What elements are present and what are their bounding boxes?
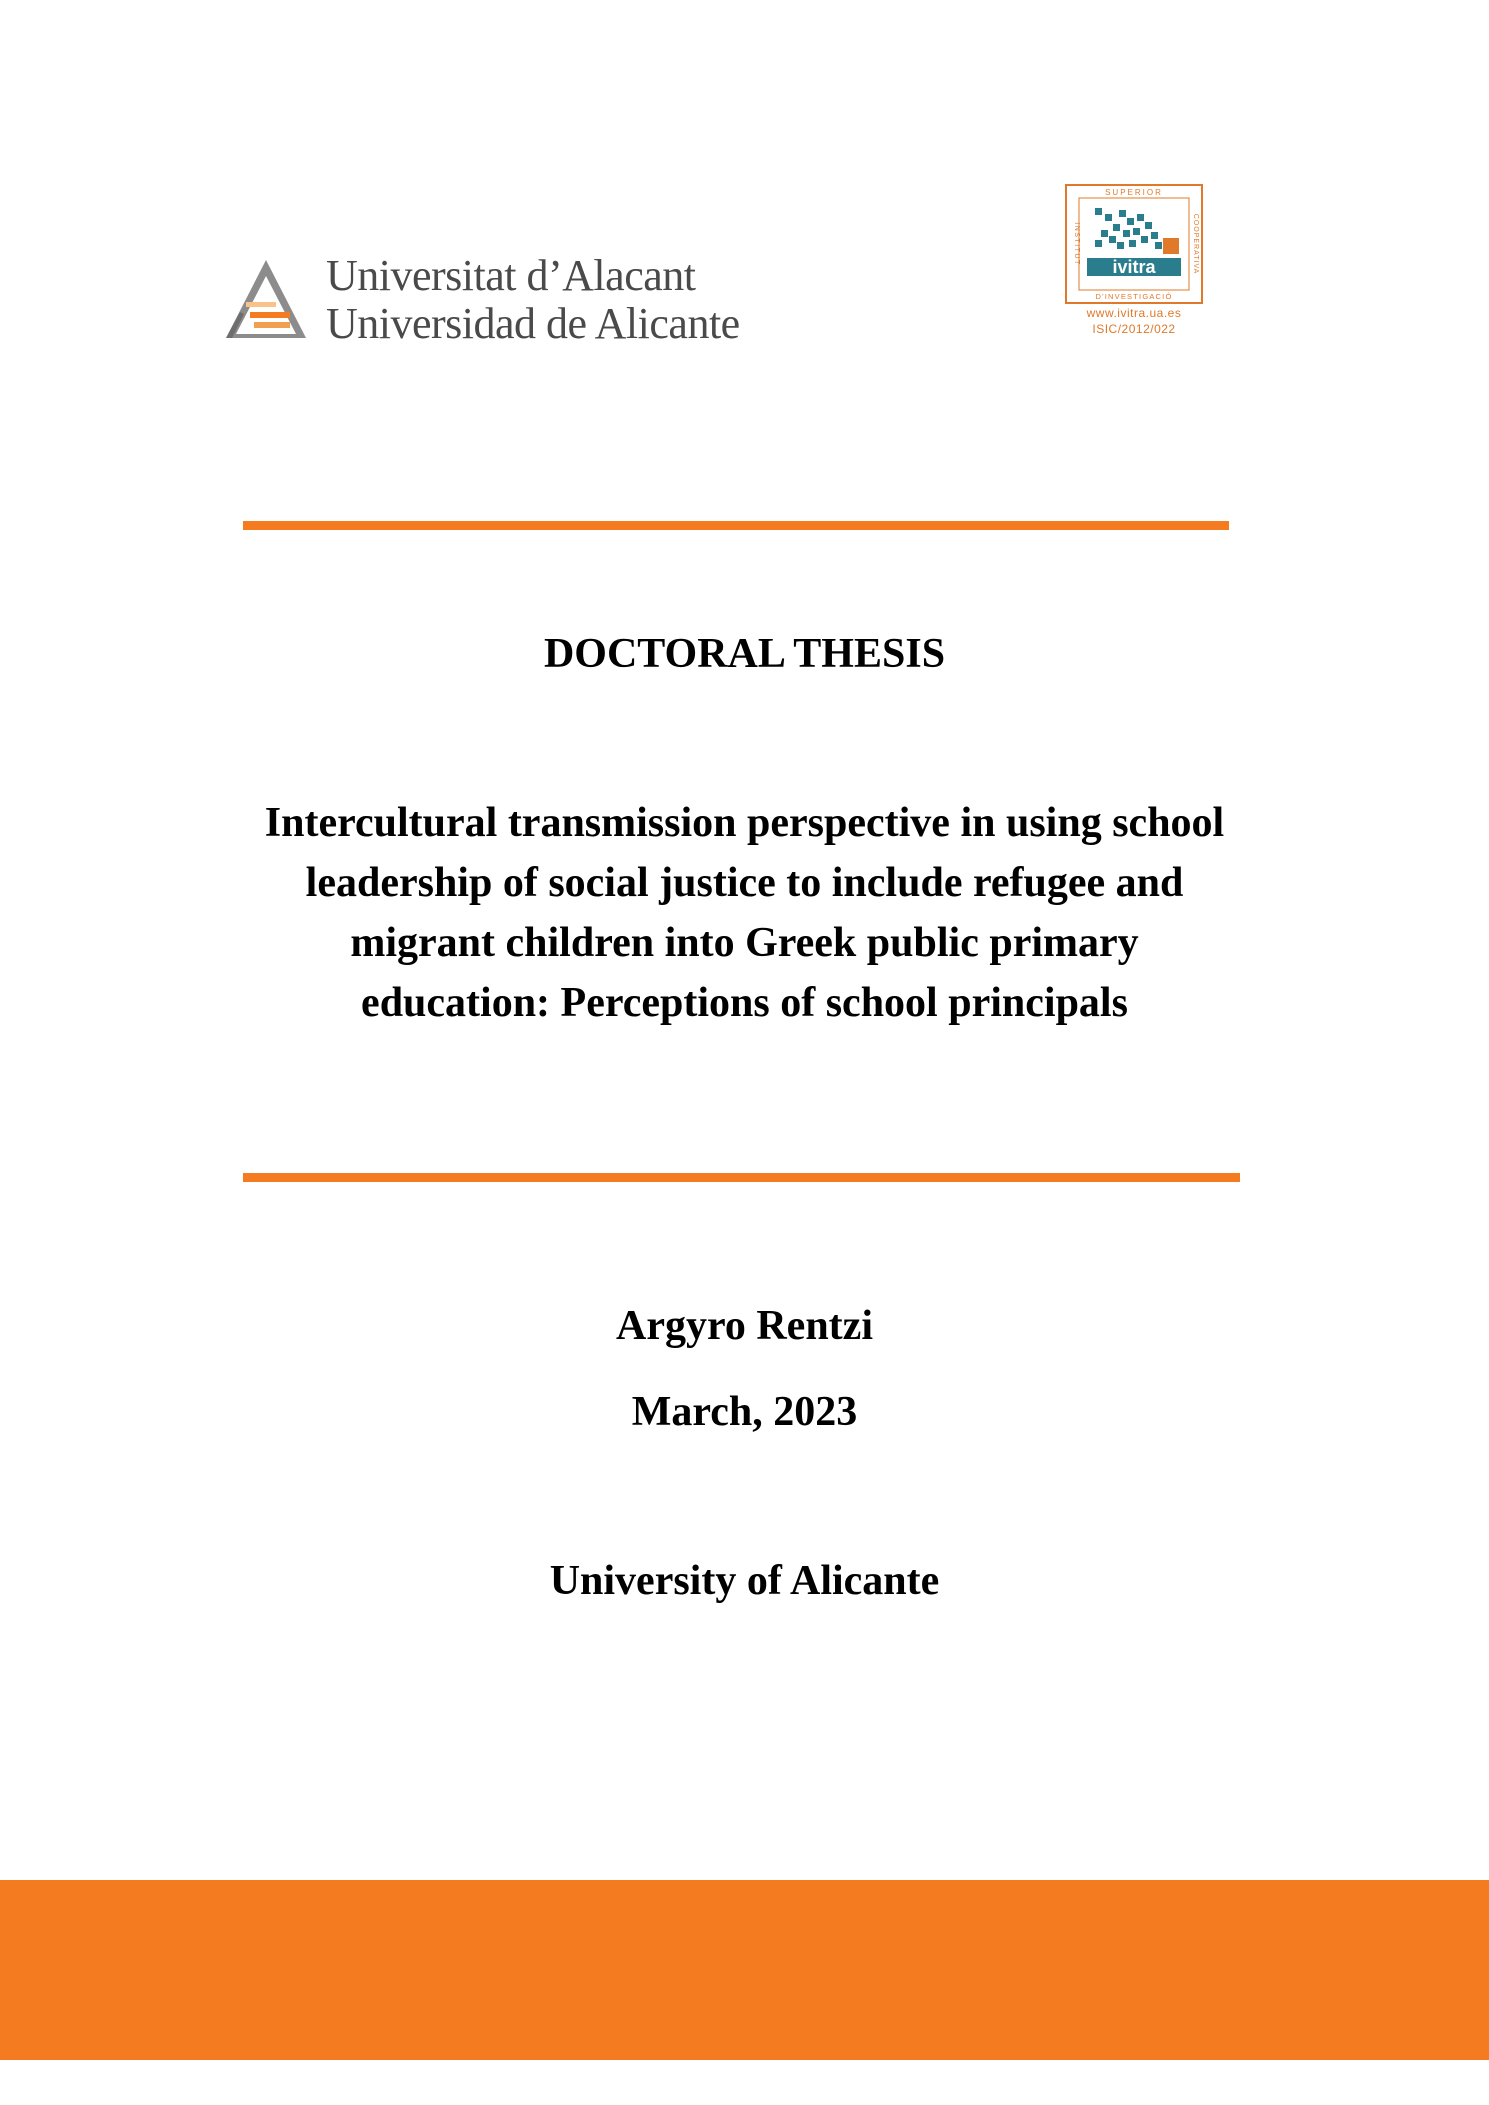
ivitra-ring-bottom: D'INVESTIGACIÓ (1095, 292, 1173, 301)
ivitra-ring-left: INSTITUT (1073, 222, 1080, 266)
title-line: leadership of social justice to include refugee and (305, 860, 1184, 906)
institution-name: University of Alicante (549, 1558, 940, 1604)
author-name: Argyro Rentzi (616, 1303, 873, 1349)
ivitra-wordmark: ivitra (1112, 257, 1156, 277)
submission-date: March, 2023 (631, 1389, 858, 1435)
title-line: migrant children into Greek public primary (350, 920, 1139, 966)
ivitra-url: www.ivitra.ua.es (1086, 306, 1182, 320)
middle-divider (243, 1173, 1240, 1182)
ivitra-logo (1058, 180, 1210, 340)
university-name-catalan: Universitat d’Alacant (326, 251, 696, 300)
title-line: Intercultural transmission perspective in using school (264, 800, 1225, 846)
ivitra-code: ISIC/2012/022 (1092, 322, 1176, 336)
ua-triangle-emblem-icon (222, 254, 310, 342)
document-type: DOCTORAL THESIS (543, 631, 946, 677)
university-logo (222, 250, 742, 350)
footer-band (0, 1880, 1489, 2060)
university-name-spanish: Universidad de Alicante (326, 299, 740, 348)
title-line: education: Perceptions of school principals (361, 980, 1128, 1026)
thesis-title (0, 793, 1489, 1033)
ivitra-ring-top: SUPERIOR (1105, 188, 1163, 197)
ivitra-emblem-icon (1065, 184, 1203, 304)
ivitra-ring-right: COOPERATIVA (1192, 213, 1199, 275)
top-divider (243, 521, 1229, 530)
